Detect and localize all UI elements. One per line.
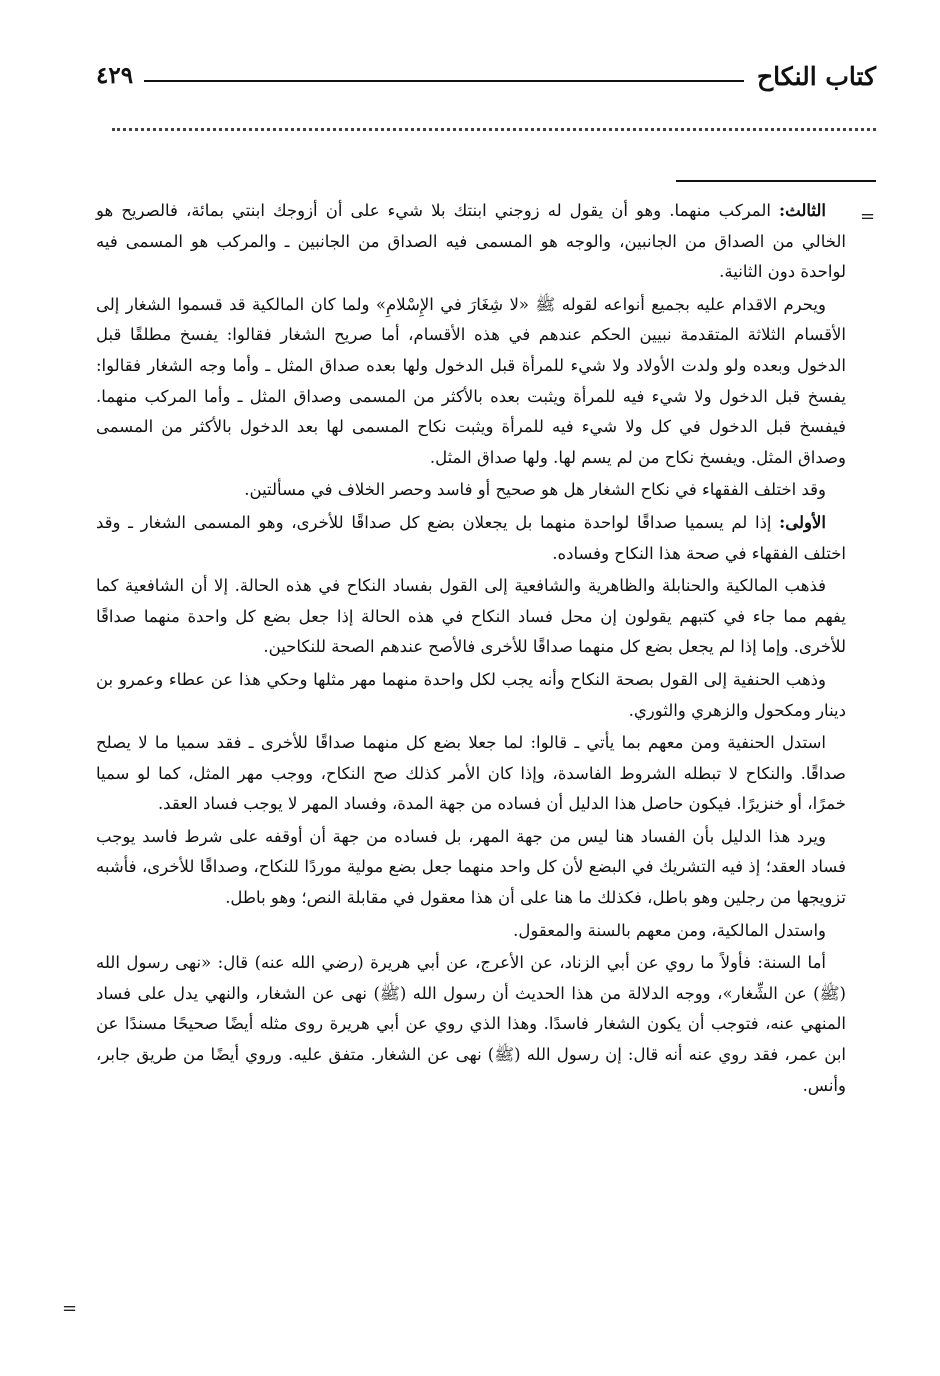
paragraph-text: وذهب الحنفية إلى القول بصحة النكاح وأنه يجب لكل واحدة منهما مهر مثلها وحكي هذا عن عطاء وعمرو بن دينار ومكحول والزهري والثوري. — [96, 669, 846, 720]
paragraph — [96, 728, 846, 820]
paragraph — [96, 822, 846, 914]
paragraph — [96, 196, 846, 288]
paragraph-text: ويرد هذا الدليل بأن الفساد هنا ليس من جهة المهر، بل فساده من جهة أن أوقفه على شرط فاسد يوجب فساد العقد؛ إذ فيه التشريك في البضع لأن كل واحد منهما جعل بضع مولية موردًا للنكاح، وصداقًا للأخرى، فأشبه تزويجها من رجلين وهو باطل، فكذلك ما هنا على أن هذا معقول في مقابلة النص؛ وهو باطل. — [96, 826, 846, 908]
paragraph — [96, 916, 846, 947]
page-number: ٤٢٩ — [96, 62, 134, 89]
paragraph-text: إذا لم يسميا صداقًا لواحدة منهما بل يجعلان بضع كل صداقًا للأخرى، وهو المسمى الشغار ـ وقد اختلف الفقهاء في صحة هذا النكاح وفساده. — [96, 512, 846, 563]
margin-equals-icon: = — [860, 206, 876, 227]
paragraph-text: فذهب المالكية والحنابلة والظاهرية والشافعية إلى القول بفساد النكاح في هذه الحالة. إلا أن الشافعية كما يفهم مما جاء في كتبهم يقولون إن محل فساد النكاح في هذه الحالة إذا جعل بضع كل واحدة منهما صداقًا للأخرى. وإما إذا لم يجعل بضع كل منهما صداقًا للأخرى فالأصح عندهم الصحة للنكاحين. — [96, 576, 846, 657]
paragraph — [96, 508, 846, 569]
paragraph — [96, 665, 846, 726]
footnote-rule — [676, 180, 876, 182]
paragraph-text: ويحرم الاقدام عليه بجميع أنواعه لقوله ﷺ «لا شِغَارَ في الإِسْلامِ» ولما كان المالكية قد قسموا الشغار إلى الأقسام الثلاثة المتقدمة نبيين الحكم عندهم في هذه الأقسام، أما صريح الشغار فقالوا: يفسخ مطلقًا قبل الدخول وبعده ولو ولدت الأولاد ولا شيء للمرأة قبل الدخول ولها بعده صداق المثل ـ وأما وجه الشغار فقالوا: يفسخ قبل الدخول ولا شيء فيه للمرأة ويثبت بعده بالأكثر من المسمى وصداق المثل ـ وأما المركب منهما. فيفسخ قبل الدخول في كل ولا شيء فيه للمرأة ويثبت نكاح المسمى لها بعد الدخول بالأكثر من المسمى وصداق المثل. ويفسخ نكاح من لم يسم لها. ولها صداق المثل. — [96, 294, 846, 467]
book-title: كتاب النكاح — [757, 62, 876, 91]
margin-equals-icon: = — [62, 1298, 78, 1319]
header-rule — [144, 80, 744, 82]
paragraph-text: واستدل المالكية، ومن معهم بالسنة والمعقول. — [513, 920, 826, 940]
paragraph-text: وقد اختلف الفقهاء في نكاح الشغار هل هو صحيح أو فاسد وحصر الخلاف في مسألتين. — [244, 480, 826, 500]
paragraph — [96, 571, 846, 663]
paragraph — [96, 290, 846, 474]
paragraph — [96, 475, 846, 506]
body-text — [96, 196, 846, 1103]
paragraph — [96, 948, 846, 1101]
paragraph-lead: الثالث: — [779, 201, 826, 220]
paragraph-text: أما السنة: فأولاً ما روي عن أبي الزناد، عن الأعرج، عن أبي هريرة (رضي الله عنه) قال: «نهى رسول الله (ﷺ) عن الشِّغار»، ووجه الدلالة من هذا الحديث أن رسول الله (ﷺ) نهى عن الشغار، والنهي يدل على فساد المنهي عنه، فتوجب أن يكون الشغار فاسدًا. وهذا الذي روي عن أبي هريرة روى مثله أيضًا صحيحًا مسندًا عن ابن عمر، فقد روي عنه أنه قال: إن رسول الله (ﷺ) نهى عن الشغار. متفق عليه. وروي أيضًا من طريق جابر، وأنس. — [96, 953, 846, 1095]
paragraph-text: المركب منهما. وهو أن يقول له زوجني ابنتك بلا شيء على أن أزوجك ابنتي بمائة، فالصريح هو الخالي من الصداق من الجانبين، والوجه هو المسمى فيه الصداق من الجانبين ـ والمركب هو المسمى فيه لواحدة دون الثانية. — [96, 201, 846, 282]
paragraph-text: استدل الحنفية ومن معهم بما يأتي ـ قالوا: لما جعلا بضع كل منهما صداقًا للأخرى ـ فقد سميا ما لا يصلح صداقًا. والنكاح لا تبطله الشروط الفاسدة، وإذا كان الأمر كذلك صح النكاح، ووجب مهر المثل، كما لو سميا خمرًا، أو خنزيرًا. فيكون حاصل هذا الدليل أن فساده من جهة المدة، وفساد المهر لا يوجب فساد العقد. — [96, 733, 846, 814]
paragraph-lead: الأولى: — [779, 512, 826, 532]
dotted-separator — [112, 128, 876, 131]
running-header — [96, 58, 876, 98]
